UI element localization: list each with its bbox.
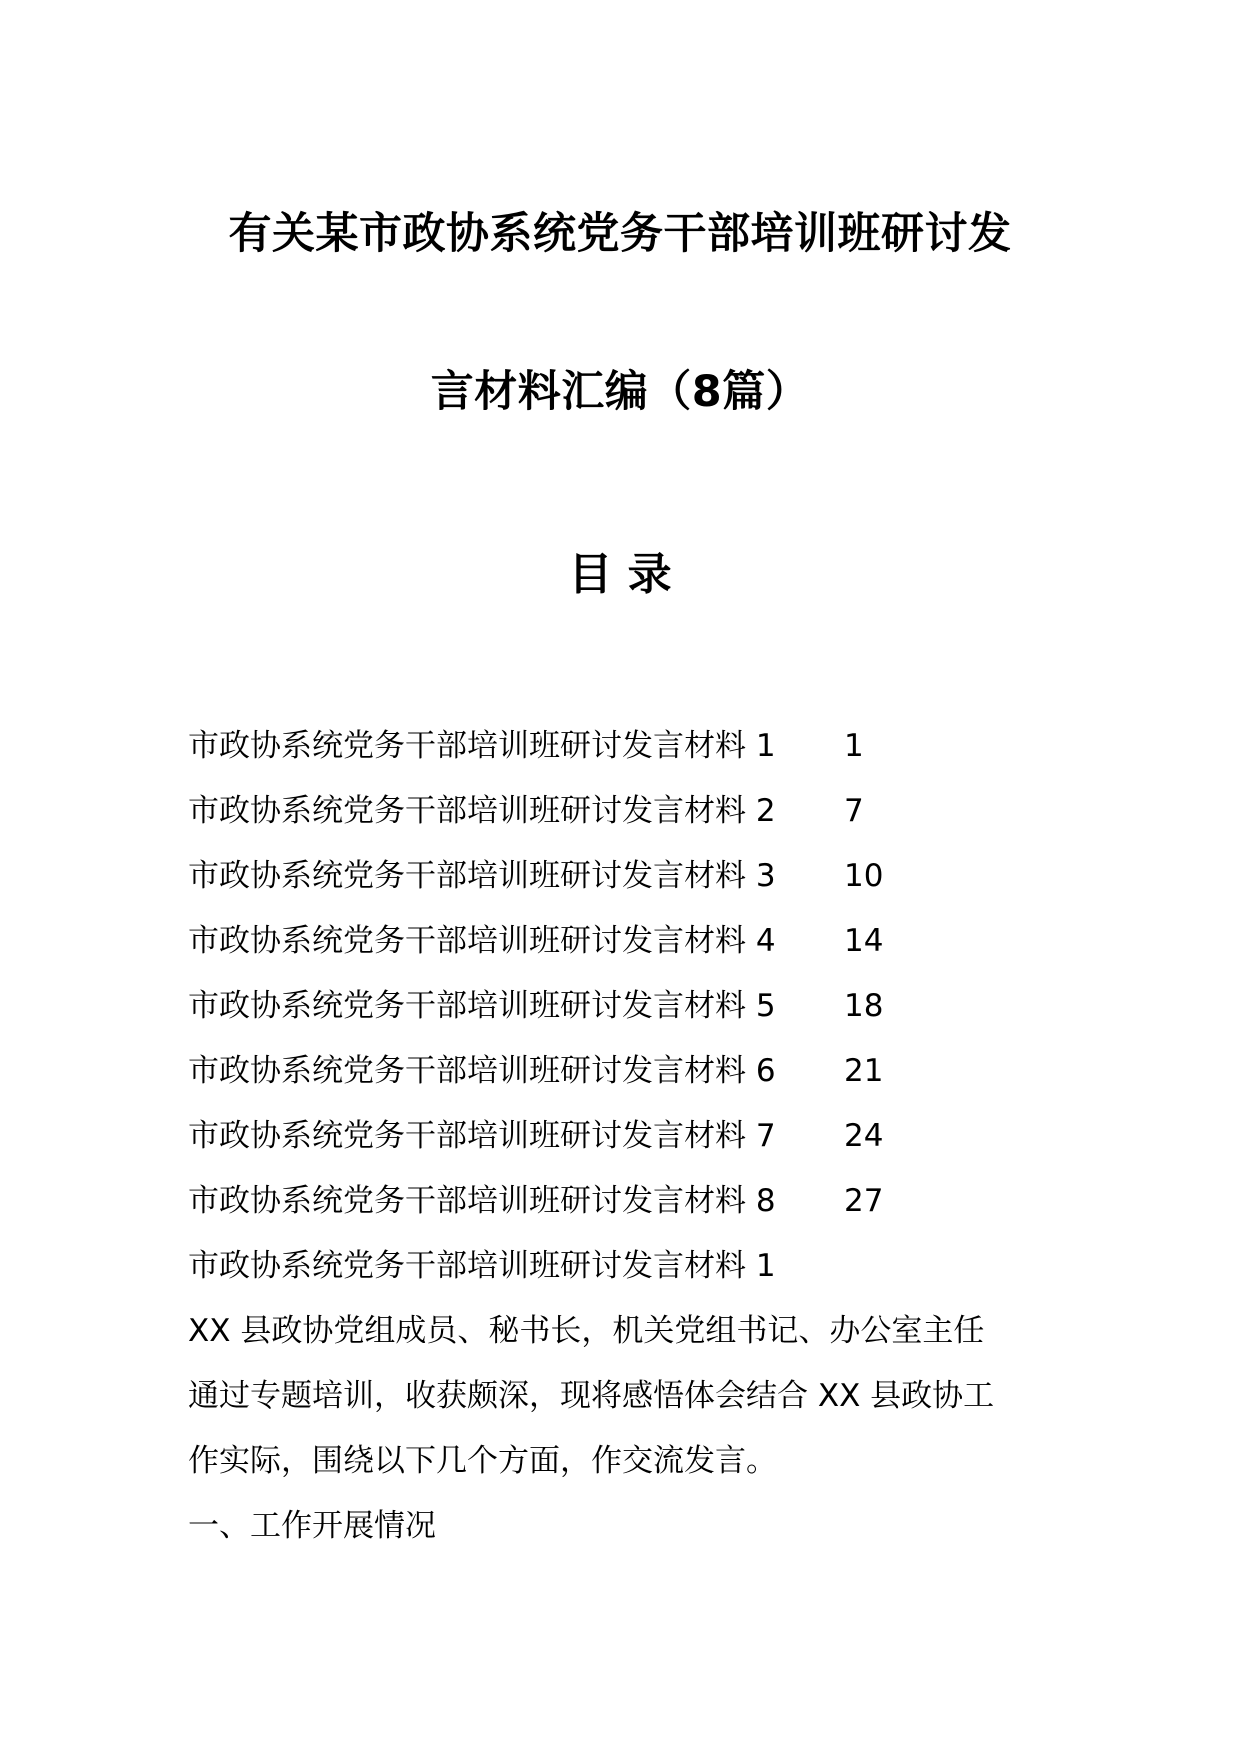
document-title-line-1: 有关某市政协系统党务干部培训班研讨发 (228, 209, 1012, 259)
toc-entry[interactable] (188, 728, 1088, 796)
toc-entry-title: 市政协系统党务干部培训班研讨发言材料 1 (188, 728, 776, 764)
table-of-contents (188, 728, 1088, 1251)
toc-entry-title: 市政协系统党务干部培训班研讨发言材料 5 (188, 988, 776, 1024)
toc-entry-title: 市政协系统党务干部培训班研讨发言材料 7 (188, 1118, 776, 1154)
document-title-line-2: 言材料汇编（8篇） (430, 367, 810, 417)
toc-entry-page-number: 27 (844, 1183, 884, 1219)
toc-entry[interactable] (188, 923, 1088, 991)
toc-entry[interactable] (188, 793, 1088, 861)
toc-entry-title: 市政协系统党务干部培训班研讨发言材料 3 (188, 858, 776, 894)
toc-entry-page-number: 7 (844, 793, 864, 829)
toc-entry-title: 市政协系统党务干部培训班研讨发言材料 2 (188, 793, 776, 829)
body-paragraph-line: 通过专题培训，收获颇深，现将感悟体会结合 XX 县政协工 (188, 1378, 995, 1414)
body-paragraph-line: 作实际，围绕以下几个方面，作交流发言。 (188, 1443, 777, 1479)
author-line: XX 县政协党组成员、秘书长，机关党组书记、办公室主任 (188, 1313, 985, 1349)
toc-entry[interactable] (188, 1118, 1088, 1186)
toc-entry-page-number: 1 (844, 728, 864, 764)
toc-entry-title: 市政协系统党务干部培训班研讨发言材料 4 (188, 923, 776, 959)
toc-entry[interactable] (188, 988, 1088, 1056)
toc-entry-page-number: 21 (844, 1053, 884, 1089)
toc-entry-title: 市政协系统党务干部培训班研讨发言材料 8 (188, 1183, 776, 1219)
subsection-heading: 一、工作开展情况 (188, 1508, 436, 1544)
toc-entry-page-number: 10 (844, 858, 884, 894)
toc-entry[interactable] (188, 1053, 1088, 1121)
toc-entry-page-number: 24 (844, 1118, 884, 1154)
toc-entry-page-number: 14 (844, 923, 884, 959)
toc-entry-page-number: 18 (844, 988, 884, 1024)
section-heading: 市政协系统党务干部培训班研讨发言材料 1 (188, 1248, 776, 1284)
toc-entry[interactable] (188, 858, 1088, 926)
toc-entry[interactable] (188, 1183, 1088, 1251)
toc-entry-title: 市政协系统党务干部培训班研讨发言材料 6 (188, 1053, 776, 1089)
toc-heading: 目 录 (568, 549, 672, 600)
